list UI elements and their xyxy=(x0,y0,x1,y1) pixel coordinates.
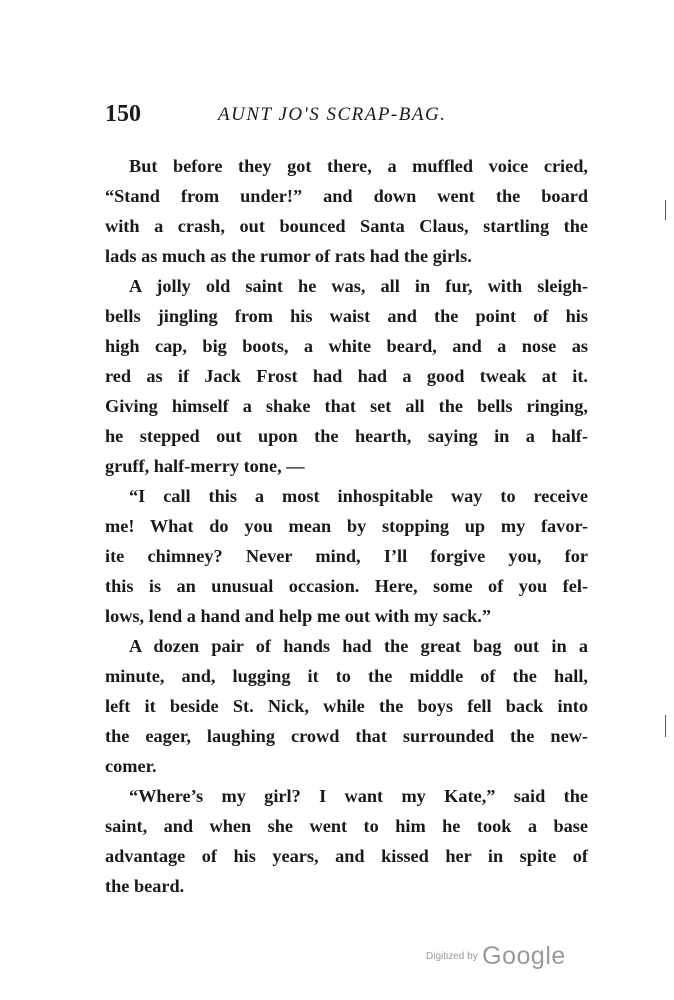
text-line: this is an unusual occasion. Here, some of you fel- xyxy=(105,576,588,596)
text-line: “Stand from under!” and down went the board xyxy=(105,186,588,206)
text-line: advantage of his years, and kissed her in spite of xyxy=(105,846,588,866)
text-line: comer. xyxy=(105,756,157,776)
text-line: bells jingling from his waist and the point of his xyxy=(105,306,588,326)
text-line: he stepped out upon the hearth, saying in a half- xyxy=(105,426,588,446)
running-title: AUNT JO'S SCRAP-BAG. xyxy=(218,104,447,125)
text-line: saint, and when she went to him he took a base xyxy=(105,816,588,836)
watermark-brand: Google xyxy=(482,942,566,970)
text-line: ite chimney? Never mind, I’ll forgive you, for xyxy=(105,546,588,566)
text-line: Giving himself a shake that set all the bells ringing, xyxy=(105,396,588,416)
text-line: But before they got there, a muffled voice cried, xyxy=(129,156,588,176)
text-line: A dozen pair of hands had the great bag out in a xyxy=(129,636,588,656)
text-line: gruff, half-merry tone, — xyxy=(105,456,305,476)
scan-margin-mark xyxy=(665,200,666,220)
text-line: A jolly old saint he was, all in fur, with sleigh- xyxy=(129,276,588,296)
text-line: lows, lend a hand and help me out with my sack.” xyxy=(105,606,492,626)
page-number: 150 xyxy=(105,101,141,127)
text-line: with a crash, out bounced Santa Claus, startling the xyxy=(105,216,588,236)
scan-margin-mark xyxy=(665,715,666,737)
text-line: high cap, big boots, a white beard, and a nose as xyxy=(105,336,588,356)
body-text xyxy=(105,151,588,901)
text-line: me! What do you mean by stopping up my favor- xyxy=(105,516,588,536)
text-line: the beard. xyxy=(105,876,185,896)
text-line: left it beside St. Nick, while the boys fell back into xyxy=(105,696,588,716)
text-line: “I call this a most inhospitable way to receive xyxy=(129,486,588,506)
page-header xyxy=(105,101,585,131)
text-line: the eager, laughing crowd that surrounded the new- xyxy=(105,726,588,746)
digitized-watermark xyxy=(426,942,566,971)
watermark-prefix: Digitized by xyxy=(426,951,478,962)
text-line: red as if Jack Frost had had a good tweak at it. xyxy=(105,366,588,386)
text-line: lads as much as the rumor of rats had the girls. xyxy=(105,246,472,266)
text-line: minute, and, lugging it to the middle of the hall, xyxy=(105,666,588,686)
text-line: “Where’s my girl? I want my Kate,” said the xyxy=(129,786,588,806)
